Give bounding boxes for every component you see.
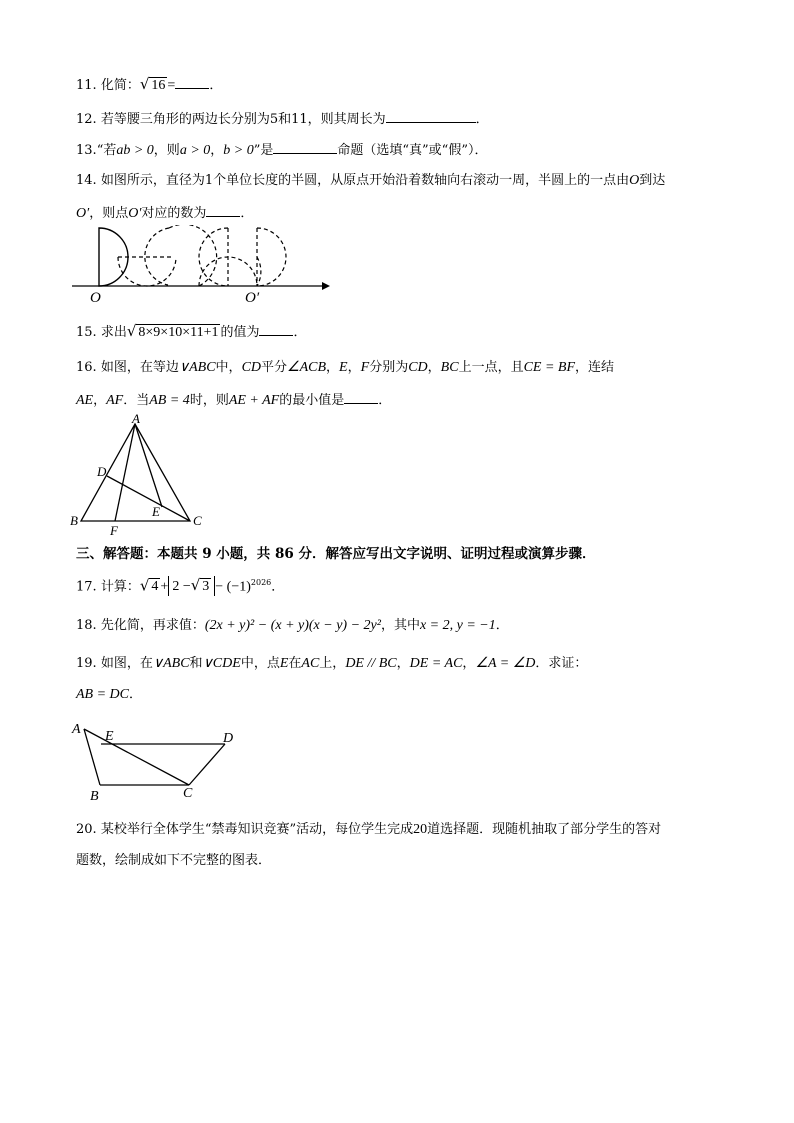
question-20-line2: 题数，绘制成如下不完整的图表． xyxy=(76,853,272,868)
answer-blank[interactable] xyxy=(206,203,240,217)
svg-text:D: D xyxy=(223,731,234,746)
question-19-line2: AB = DC． xyxy=(76,687,143,702)
svg-text:F: F xyxy=(110,523,118,538)
answer-blank[interactable] xyxy=(259,322,293,336)
question-20: 20. 某校举行全体学生“禁毒知识竞赛”活动，每位学生完成20道选择题．现随机抽取了部分学生的答对 xyxy=(76,822,662,837)
question-16: 16. 如图，在等边∨ABC中，CD平分∠ACB，E，F分别为CD，BC上一点，且CE = BF，连结 xyxy=(76,360,615,375)
answer-blank[interactable] xyxy=(175,75,209,89)
svg-text:B: B xyxy=(90,789,99,804)
question-16-line2: AE，AF．当AB = 4时，则AE + AF的最小值是 ． xyxy=(76,390,391,410)
section-3-heading: 三、解答题：本题共 9 小题，共 86 分．解答应写出文字说明、证明过程或演算步骤． xyxy=(76,546,596,562)
answer-blank[interactable] xyxy=(344,390,378,404)
answer-blank[interactable] xyxy=(273,140,337,154)
figure-14-rolling-semicircle xyxy=(68,225,330,307)
question-14-line2: O′，则点O′对应的数为 ． xyxy=(76,203,253,223)
svg-text:C: C xyxy=(183,786,193,801)
semicircle-start xyxy=(99,228,128,286)
svg-text:E: E xyxy=(105,729,114,744)
question-19: 19. 如图，在∨ABC和∨CDE中，点E在AC上，DE // BC，DE = AC，∠A = ∠D．求证： xyxy=(76,656,588,671)
svg-text:B: B xyxy=(70,513,78,528)
question-18: 18. 先化简，再求值：(2x + y)² − (x + y)(x − y) − 2y²，其中x = 2, y = −1． xyxy=(76,618,509,633)
svg-text:C: C xyxy=(193,513,202,528)
answer-blank[interactable] xyxy=(386,109,476,123)
label-O-prime: O′ xyxy=(245,290,260,306)
svg-text:E: E xyxy=(152,504,160,519)
axis-arrow-icon xyxy=(322,282,330,290)
question-14: 14. 如图所示，直径为1个单位长度的半圆，从原点开始沿着数轴向右滚动一周，半圆上的一点由O到达 xyxy=(76,173,666,188)
svg-text:D: D xyxy=(97,464,107,479)
question-11: 11. 化简：√ 16 = ． xyxy=(76,75,223,93)
svg-text:A: A xyxy=(132,412,140,426)
figure-16-triangle xyxy=(66,412,210,538)
question-17: 17. 计算：√ 4 + 2 −√ $3 - (-1)^{2026}$． xyxy=(76,576,285,595)
question-12: 12. 若等腰三角形的两边长分别为5和11，则其周长为 ． xyxy=(76,109,489,129)
label-O: O xyxy=(90,290,101,306)
svg-text:A: A xyxy=(72,722,81,737)
question-13: 13.“若ab > 0，则a > 0，b > 0”是 命题（选填“真”或“假”）． xyxy=(76,140,487,160)
figure-19-quadrilateral xyxy=(66,715,246,805)
question-15: 15. 求出√ 8×9×10×11+1 的值为 ． xyxy=(76,322,307,340)
